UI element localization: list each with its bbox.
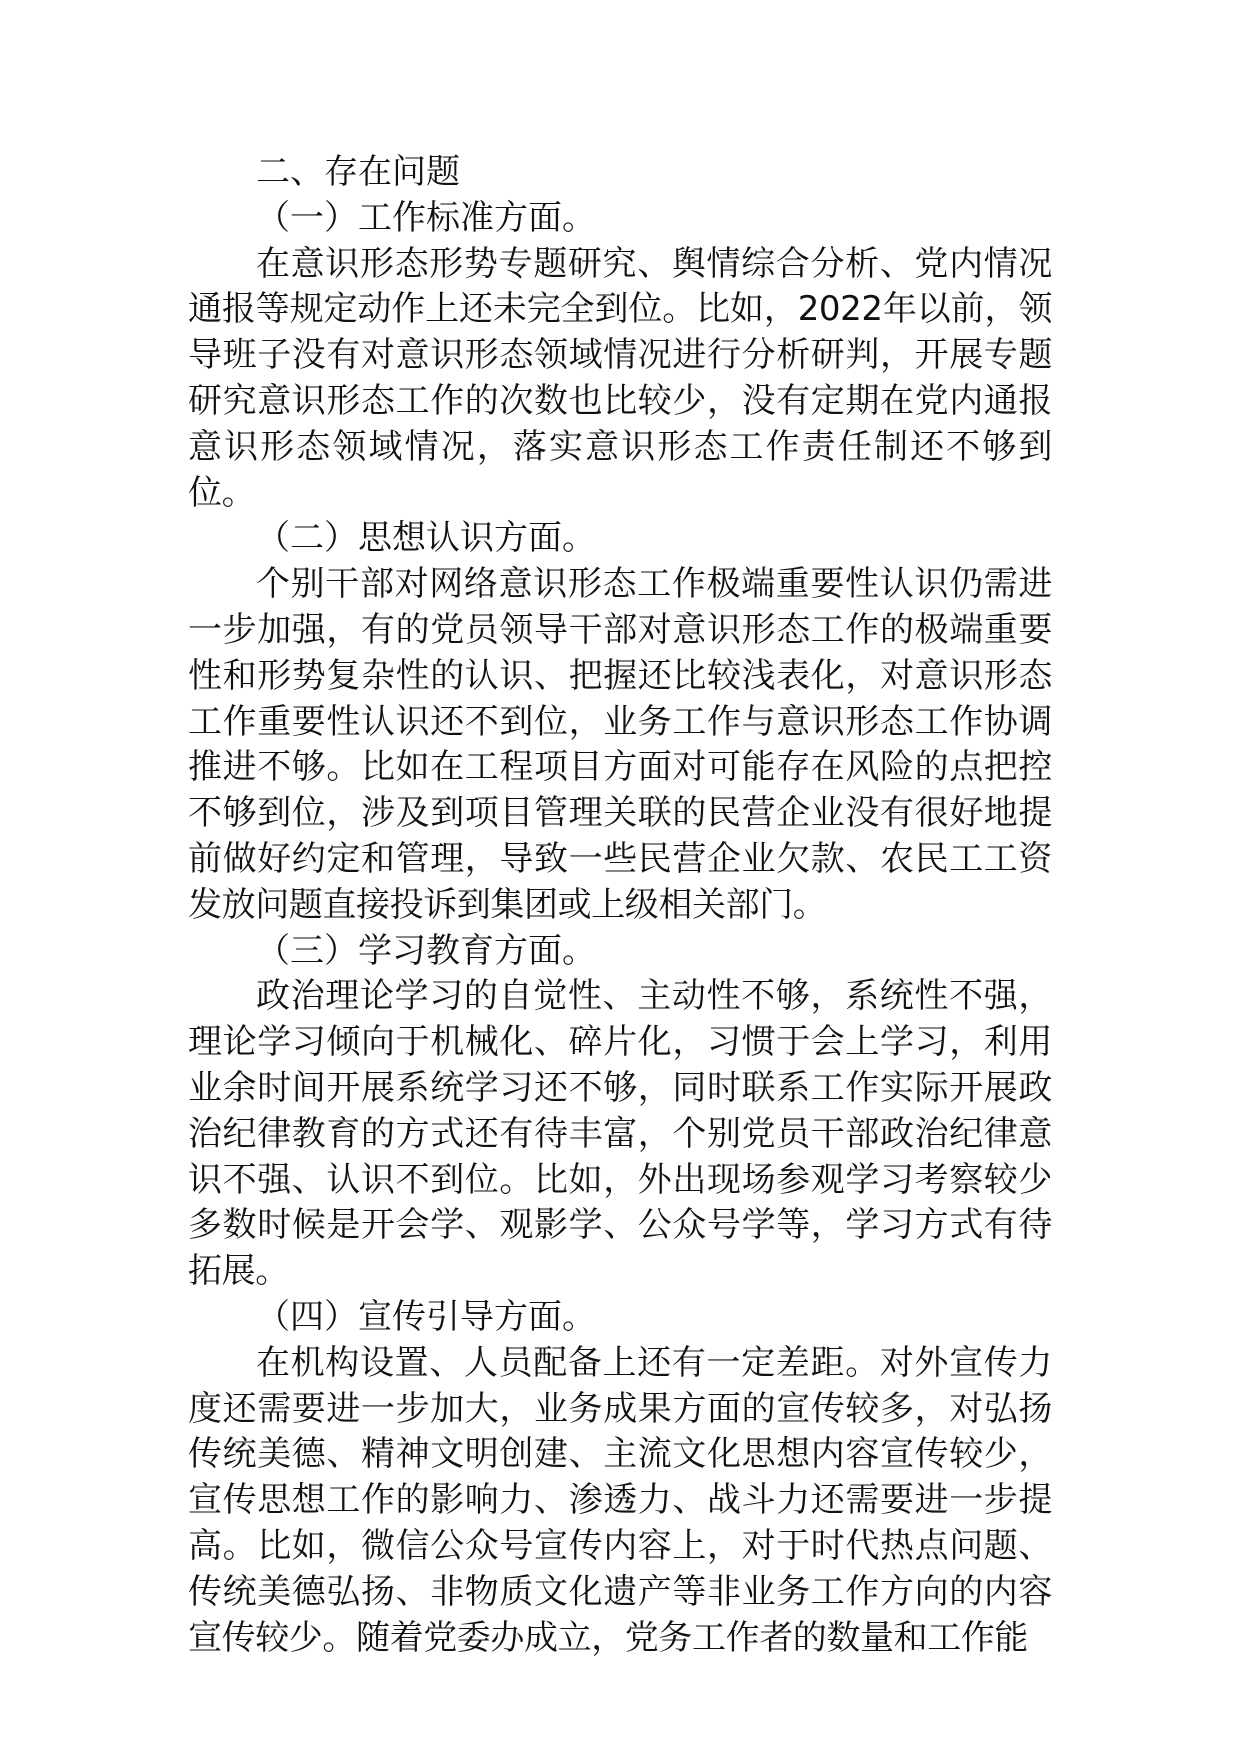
subsection-body-4: 在机构设置、人员配备上还有一定差距。对外宣传力度还需要进一步加大，业务成果方面的宣传较多，对弘扬传统美德、精神文明创建、主流文化思想内容宣传较少，宣传思想工作的影响力、渗透力、战斗力还需要进一步提高。比如，微信公众号宣传内容上，对于时代热点问题、传统美德弘扬、非物质文化遗产等非业务工作方向的内容宣传较少。随着党委办成立，党务工作者的数量和工作能 bbox=[188, 1342, 1052, 1658]
section-title: 二、存在问题 bbox=[256, 152, 460, 192]
subsection-title-4: （四）宣传引导方面。 bbox=[256, 1296, 596, 1337]
subsection-body-1: 在意识形态形势专题研究、舆情综合分析、党内情况通报等规定动作上还未完全到位。比如，2022年以前，领导班子没有对意识形态领域情况进行分析研判，开展专题研究意识形态工作的次数也比较少，没有定期在党内通报意识形态领域情况，落实意识形态工作责任制还不够到位。 bbox=[188, 243, 1052, 513]
subsection-body-3: 政治理论学习的自觉性、主动性不够，系统性不强，理论学习倾向于机械化、碎片化，习惯于会上学习，利用业余时间开展系统学习还不够，同时联系工作实际开展政治纪律教育的方式还有待丰富，个别党员干部政治纪律意识不强、认识不到位。比如，外出现场参观学习考察较少多数时候是开会学、观影学、公众号学等，学习方式有待拓展。 bbox=[188, 976, 1052, 1292]
subsection-title-3: （三）学习教育方面。 bbox=[256, 930, 596, 971]
subsection-body-2: 个别干部对网络意识形态工作极端重要性认识仍需进一步加强，有的党员领导干部对意识形态工作的极端重要性和形势复杂性的认识、把握还比较浅表化，对意识形态工作重要性认识还不到位，业务工作与意识形态工作协调推进不够。比如在工程项目方面对可能存在风险的点把控不够到位，涉及到项目管理关联的民营企业没有很好地提前做好约定和管理，导致一些民营企业欠款、农民工工资发放问题直接投诉到集团或上级相关部门。 bbox=[188, 564, 1052, 925]
subsection-title-1: （一）工作标准方面。 bbox=[256, 197, 596, 238]
document-page bbox=[188, 150, 1052, 1661]
subsection-title-2: （二）思想认识方面。 bbox=[256, 518, 596, 559]
